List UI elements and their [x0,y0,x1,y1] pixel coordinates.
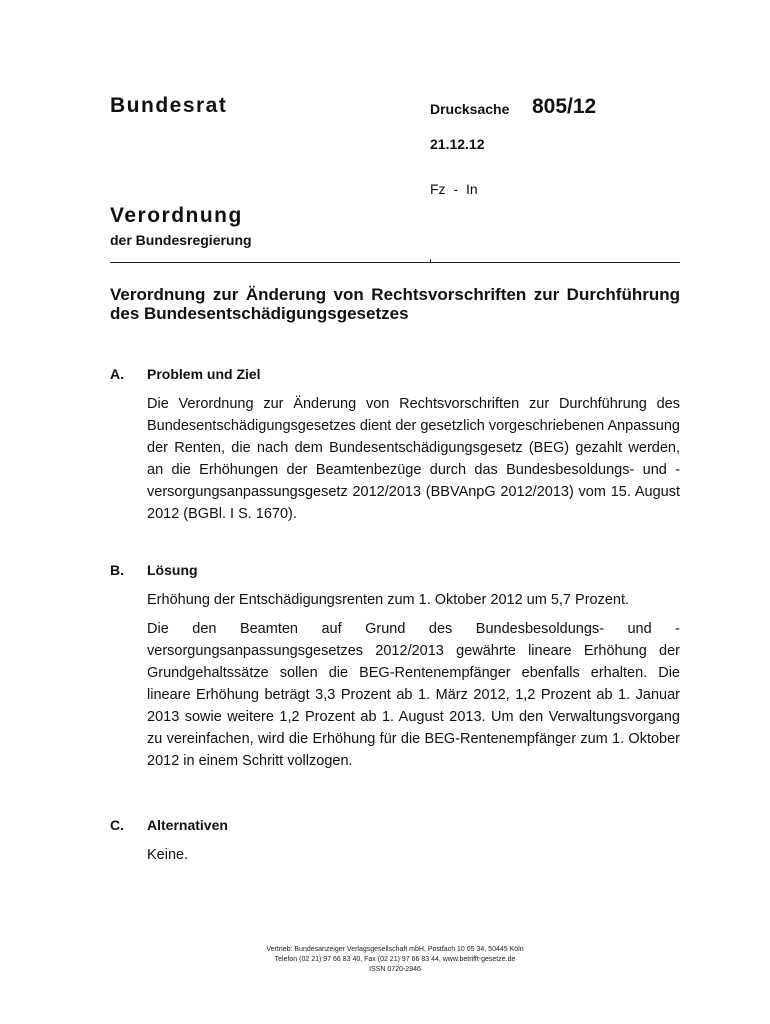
section-c-letter: C. [110,817,124,833]
footer-publisher-address: Vertrieb: Bundesanzeiger Verlagsgesellschaft mbH, Postfach 10 05 34, 50445 Köln [266,946,524,953]
organization-name: Bundesrat [110,94,228,117]
footer-issn: ISSN 0720-2946 [369,966,421,973]
section-a-paragraph: Die Verordnung zur Änderung von Rechtsvorschriften zur Durchführung des Bundesentschädigungsgesetzes dient der gesetzlich vorgeschriebenen Anpassung der Renten, die nach dem Bundesentschädigungsgesetz (BEG) gezahlt werden, an die Erhöhungen der Beamtenbezüge durch das Bundesbesoldungs- und -versorgungsanpassungsgesetz 2012/2013 (BBVAnpG 2012/2013) vom 15. August 2012 (BGBl. I S. 1670). [147,396,680,522]
document-issuer: der Bundesregierung [110,232,252,248]
divider-tick [430,259,431,263]
drucksache-label: Drucksache [430,101,510,117]
section-c-heading: Alternativen [147,817,228,833]
section-b-paragraph-1: Erhöhung der Entschädigungsrenten zum 1. Oktober 2012 um 5,7 Prozent. [147,592,630,608]
section-a-letter: A. [110,366,124,382]
publisher-footer [110,945,680,975]
document-type: Verordnung [110,204,243,227]
header-divider [110,262,680,263]
section-b-heading: Lösung [147,562,198,578]
section-b-paragraph-2: Die den Beamten auf Grund des Bundesbesoldungs- und -versorgungsanpassungsgesetzes 2012/2013 gewährte lineare Erhöhung der Grundgehaltssätze sollen die BEG-Rentenempfänger ebenfalls erhalten. Die lineare Erhöhung beträgt 3,3 Prozent ab 1. März 2012, 1,2 Prozent ab 1. Januar 2013 sowie weitere 1,2 Prozent ab 1. August 2013. Um den Verwaltungsvorgang zu vereinfachen, wird die Erhöhung für die BEG-Rentenempfänger zum 1. Oktober 2012 in einem Schritt vollzogen. [147,621,680,769]
document-title: Verordnung zur Änderung von Rechtsvorschriften zur Durchführung des Bundesentschädigungsgesetzes [110,285,680,323]
section-c-paragraph: Keine. [147,847,189,863]
document-date: 21.12.12 [430,136,485,152]
section-a-heading: Problem und Ziel [147,366,261,382]
reference-code: Fz - In [430,181,478,197]
drucksache-number: 805/12 [532,95,597,118]
footer-contact: Telefon (02 21) 97 66 83 40, Fax (02 21) 97 66 83 44, www.betrifft-gesetze.de [274,956,516,963]
section-b-letter: B. [110,562,124,578]
